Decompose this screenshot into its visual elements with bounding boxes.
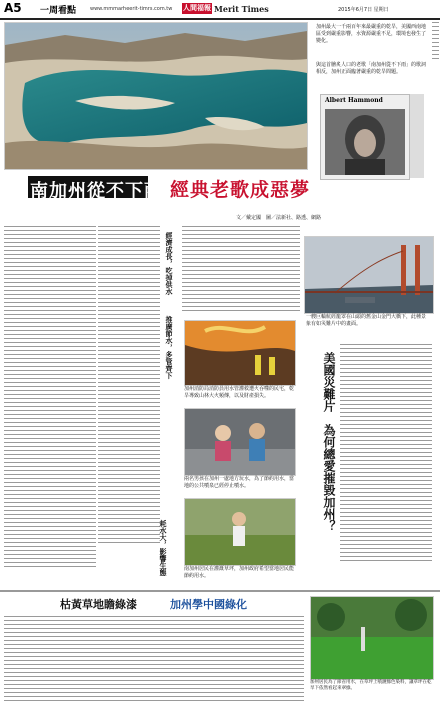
page-header (0, 0, 440, 20)
subhead-1: 經濟成長，吃掉供水 (165, 232, 173, 295)
lake-drought-photo (4, 22, 308, 170)
green-lawn-caption: 加州居民為了節省用水，在草坪上噴灑綠色染料，讓草坪在乾旱下依然看起來翠綠。 (310, 680, 432, 691)
caption-lawn: 南加州居民在灌溉草坪，加州政府希望當地居民能節約用水。 (184, 566, 295, 579)
subhead-2: 推廣節水，多管齊下 (165, 316, 173, 379)
album-caption-2: 與這首膾炙人口的老歌「南加州從不下雨」的歌詞相反，加州正面臨著嚴重的乾旱問題。 (316, 62, 427, 75)
headline-right: 經典老歌成惡夢 (170, 179, 311, 201)
golden-gate-photo (304, 236, 434, 314)
album-title: Albert Hammond (325, 97, 383, 104)
page-number: A5 (4, 1, 22, 15)
article-column-2-text (98, 226, 160, 572)
bottom-headline-2: 加州學中國綠化 (170, 598, 247, 611)
album-spine (410, 94, 424, 178)
album-cover (320, 94, 410, 180)
green-lawn-photo (310, 596, 434, 680)
subhead-3: 耗水大，影響生態 (159, 520, 167, 576)
edge-column-text (432, 22, 439, 582)
bottom-article-text (4, 616, 304, 704)
sidebar-article-text (340, 344, 432, 570)
headline-left: 南加州從不下雨 (30, 181, 163, 202)
caption-firefighter: 加州消防局消防員用水管灌救遭火吞噬的民宅，乾旱導致山林大火頻傳，以及財產損失。 (184, 386, 295, 399)
kids-water-photo (184, 408, 296, 476)
firefighter-photo (184, 320, 296, 386)
website-url: www.mmmarheerit-timrs.com.tw (90, 6, 173, 12)
issue-date: 2015年6月7日 星期日 (338, 7, 389, 13)
section-title: 一周看點 (40, 6, 77, 16)
article-column-3-top (182, 226, 300, 316)
newspaper-logo: 人間福報 (183, 4, 211, 12)
byline: 文／戴定國 圖／法新社、路透、網路 (236, 215, 322, 221)
golden-gate-caption: 一艘巨輪航經籠罩在山頭的舊金山金門大橋下，此種景象有如災難片中的畫面。 (306, 314, 427, 327)
article-column-1 (4, 226, 96, 572)
section-divider (0, 590, 440, 592)
brand-name: Merit Times (214, 4, 269, 14)
bottom-headline-1: 枯黃草地瞻綠漆 (60, 598, 137, 611)
lawn-watering-photo (184, 498, 296, 566)
sidebar-title: 美國災難片 為何總愛摧毀加州？ (322, 352, 336, 532)
album-caption-1: 加州最大一千兩百年來最嚴重的乾旱，美國西南地區受到嚴重影響，水資源嚴重不足，環境也發生了變化。 (316, 24, 427, 44)
caption-kids: 兩名男孩在加州一處地方玩水，為了節約用水，當地的公共噴泉已經停止噴水。 (184, 476, 295, 489)
